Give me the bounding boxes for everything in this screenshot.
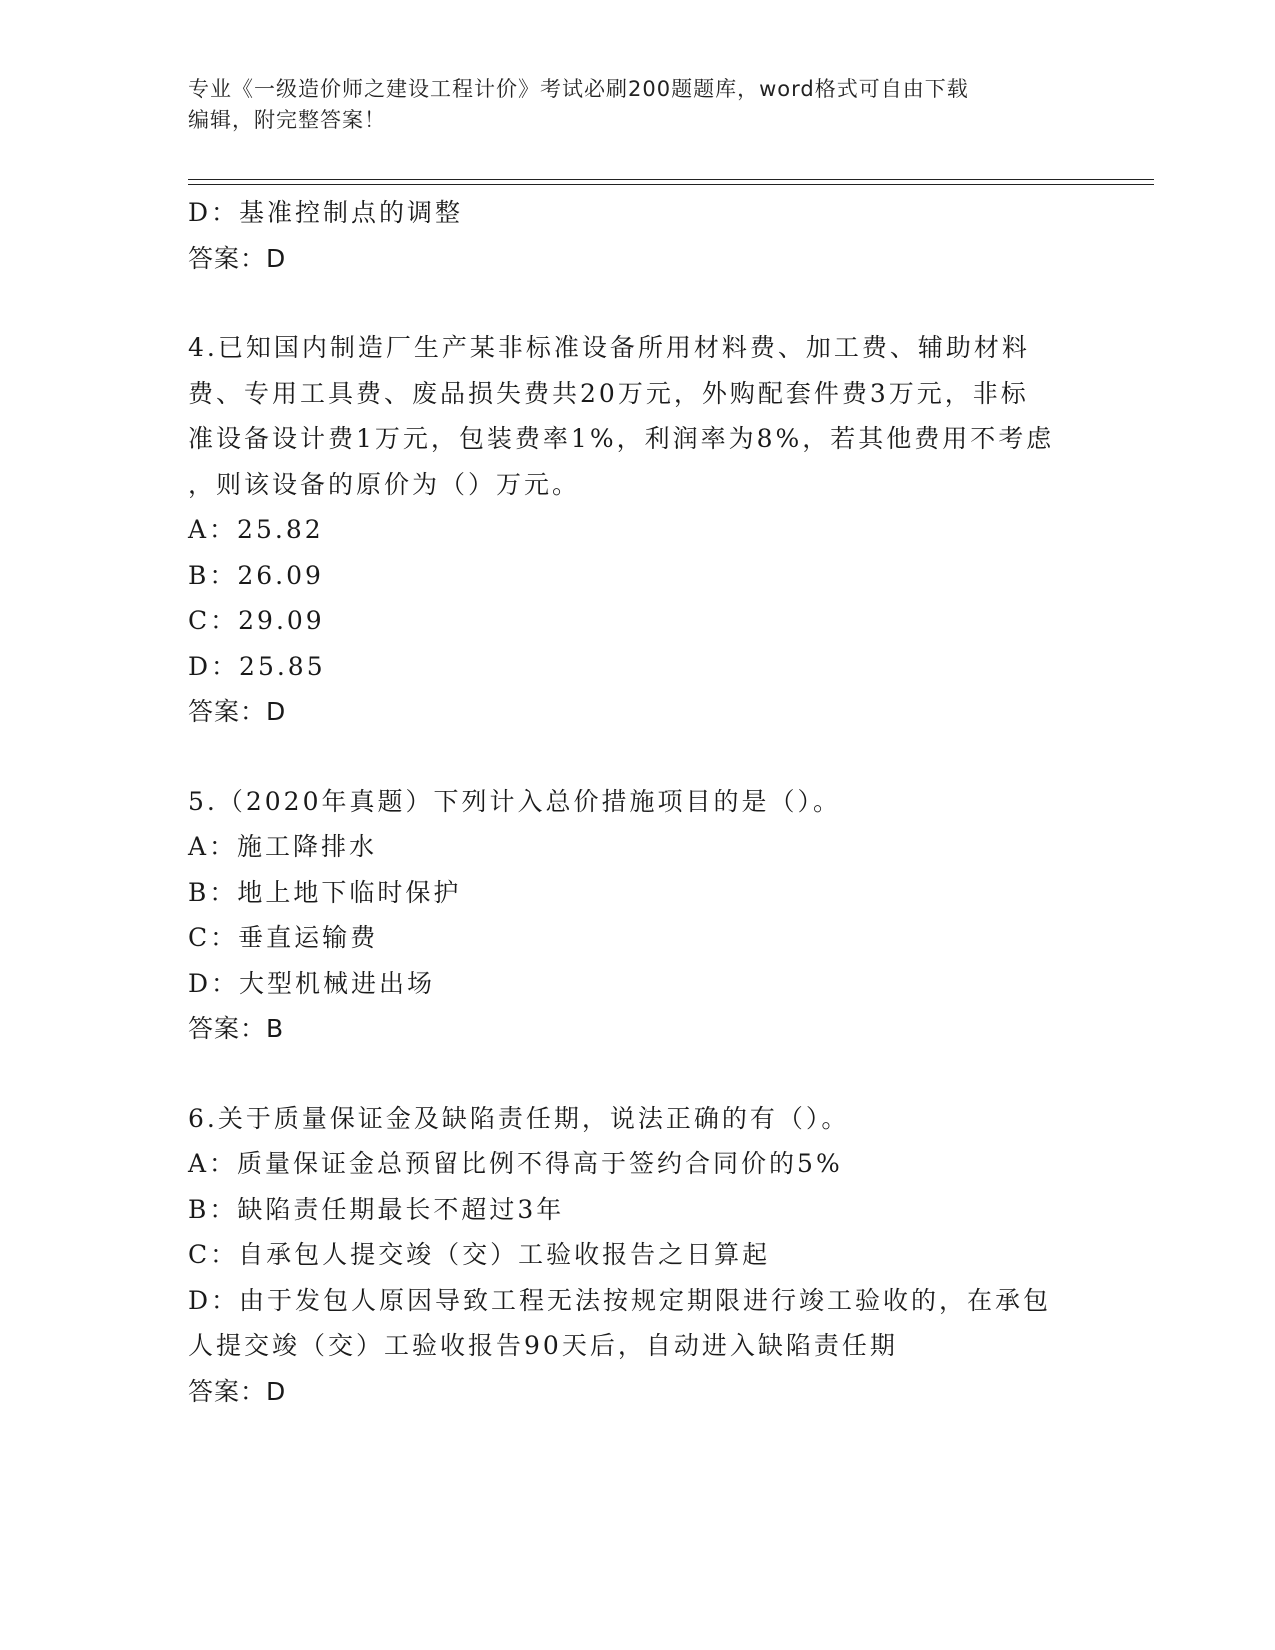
option-d: D：大型机械进出场 [188,968,436,998]
option-c: C：自承包人提交竣（交）工验收报告之日算起 [188,1240,771,1269]
question-text-line: 费、专用工具费、废品损失费共20万元，外购配套件费3万元，非标 [188,378,1029,408]
option-d-continued: 人提交竣（交）工验收报告90天后，自动进入缺陷责任期 [188,1331,898,1360]
answer-line: 答案：D [188,697,287,726]
option-b: B：26.09 [188,560,324,590]
option-a: A：施工降排水 [188,832,378,861]
question-text-line: 4.已知国内制造厂生产某非标准设备所用材料费、加工费、辅助材料 [188,333,1030,362]
option-c: C：垂直运输费 [188,923,379,952]
header-line-2: 编辑，附完整答案！ [188,108,386,132]
option-a: A：25.82 [188,515,324,544]
option-b: B：缺陷责任期最长不超过3年 [188,1194,565,1224]
question-text-line: ，则该设备的原价为（）万元。 [188,469,581,499]
option-c: C：29.09 [188,606,325,635]
header-rule-top [188,179,1154,180]
option-d: D：25.85 [188,651,326,681]
answer-line: 答案：B [188,1014,285,1043]
option-d: D：由于发包人原因导致工程无法按规定期限进行竣工验收的，在承包 [188,1285,1052,1315]
question-5 [188,779,1088,1052]
question-text-line: 5.（2020年真题）下列计入总价措施项目的是（）。 [188,786,841,816]
header-line-1: 专业《一级造价师之建设工程计价》考试必刷200题题库，word格式可自由下载 [188,77,969,101]
answer-line: 答案：D [188,1376,287,1406]
question-text-line: 6.关于质量保证金及缺陷责任期，说法正确的有（）。 [188,1103,850,1133]
answer-line: 答案：D [188,243,287,273]
document-header [188,74,1068,136]
question-6 [188,1096,1088,1415]
option-d: D：基准控制点的调整 [188,198,464,227]
previous-question-tail [188,190,1088,281]
option-a: A：质量保证金总预留比例不得高于签约合同价的5% [188,1149,843,1178]
document-body [188,190,1088,1414]
question-4 [188,325,1088,735]
header-rule-bottom [188,184,1154,185]
question-text-line: 准设备设计费1万元，包装费率1%，利润率为8%，若其他费用不考虑 [188,424,1055,453]
option-b: B：地上地下临时保护 [188,877,462,907]
